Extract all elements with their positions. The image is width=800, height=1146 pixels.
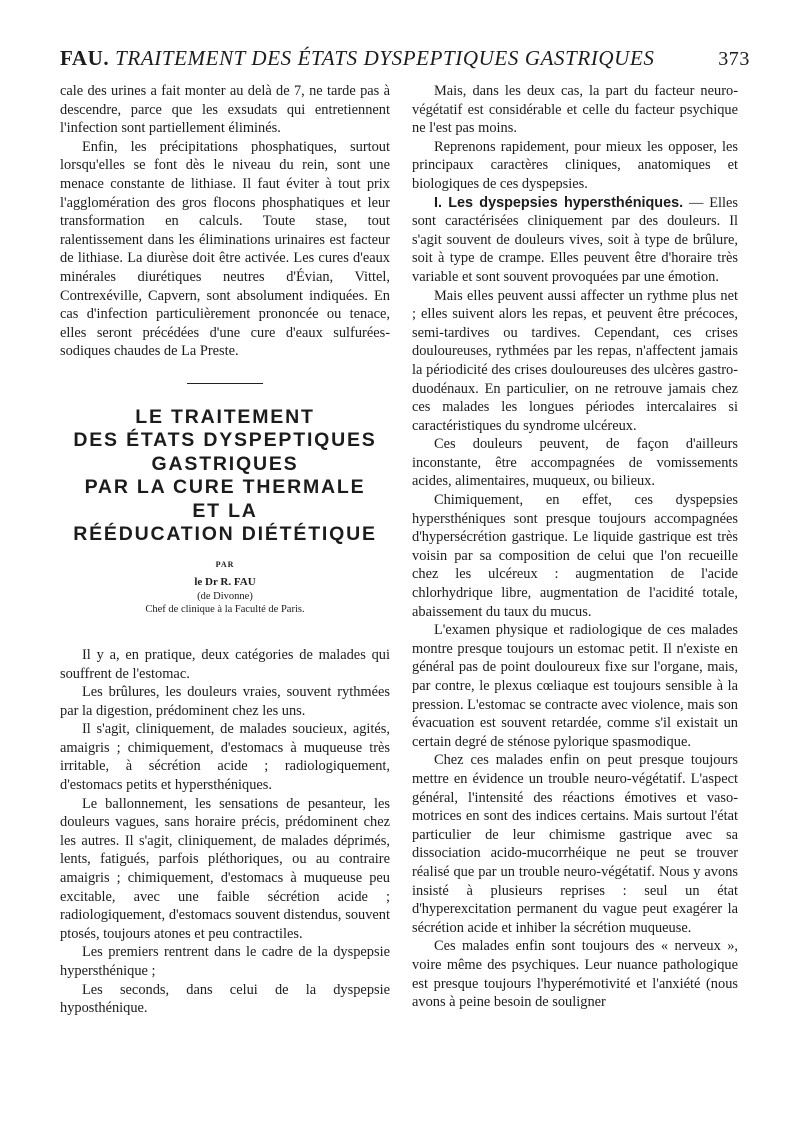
- running-header: [60, 46, 750, 76]
- byline-place: (de Divonne): [197, 590, 253, 602]
- header-title: TRAITEMENT DES ÉTATS DYSPEPTIQUES GASTRIQUES: [115, 46, 655, 70]
- paragraph-body: — Elles sont caractérisées cliniquement par des douleurs. Il s'agit souvent de douleurs vives, soit à type de brûlure, soit à type de crampe. Elles peuvent être d'horaire très variable et sont souvent provoquées par une émotion.: [412, 194, 738, 285]
- paragraph: Mais, dans les deux cas, la part du facteur neuro-végétatif est considérable et celle du facteur psychique ne l'est pas moins.: [412, 83, 738, 137]
- byline-author: le Dr R. FAU: [194, 575, 256, 588]
- article-title-line: ET LA: [192, 499, 258, 522]
- paragraph: Chez ces malades enfin on peut presque toujours mettre en évidence un trouble neuro-végétatif. L'aspect général, l'intensité des réactions émotives et vaso-motrices en sont des indices certains. Mais surtout l'état particulier de leur chimisme gastrique avec sa dissociation acido-mucorrhéique ne peut se trouver réalisé que par un trouble neuro-végétatif. Nous y avons insisté à plusieurs reprises : seul un état d'hyperexcitation permanent du vague peut exagérer la sécrétion acide et inhiber la sécrétion muqueuse.: [412, 752, 738, 936]
- left-column: [60, 82, 390, 1018]
- paragraph: Le ballonnement, les sensations de pesanteur, les douleurs vagues, sans horaire précis, prédominent chez les autres. Il s'agit, cliniquement, de malades déprimés, lents, fatigués, parfois pléthoriques, ou au contraire amaigris ; chimiquement, d'estomacs à muqueuse peu excitable, avec une faible sécrétion acide ; radiologiquement, d'estomacs souvent distendus, souvent ptosés, toujours atones et peu contractiles.: [60, 795, 390, 942]
- article-title-line: DES ÉTATS DYSPEPTIQUES: [73, 429, 377, 452]
- paragraph: Ces malades enfin sont toujours des « nerveux », voire même des psychiques. Leur nuance pathologique est presque toujours l'hyperémotivité et l'anxiété (nous avons à peine besoin de souligner: [412, 938, 738, 1011]
- paragraph: Les premiers rentrent dans le cadre de la dyspepsie hypersthénique ;: [60, 944, 390, 979]
- section-divider: [187, 383, 263, 384]
- paragraph: L'examen physique et radiologique de ces malades montre presque toujours un estomac petit. Il n'existe en général pas de point douloureux fixe sur l'organe, mais, par contre, le plexus cœliaque est toujours sensible à la pression. L'estomac se contracte avec violence, mais son évacuation est souvent retardée, comme s'il existait un certain degré de sténose pylorique spasmodique.: [412, 622, 738, 750]
- paragraph: Enfin, les précipitations phosphatiques, surtout lorsqu'elles se font dès le niveau du rein, sont une menace constante de lithiase. Il faut éviter à tout prix l'agglomération des gros flocons phosphatiques et leur transformation en calculs. Toute stase, tout ralentissement dans les éliminations urinaires est facteur de lithiase. La diurèse doit être activée. Les cures d'eaux minérales diurétiques neutres d'Évian, Vittel, Contrexéville, Capvern, sont absolument indiquées. En cas d'infection particulièrement prononcée ou tenace, elles seront précédées d'une cure d'eaux sulfurées-sodiques chaudes de La Preste.: [60, 138, 390, 360]
- byline: [60, 559, 390, 616]
- article-title-line: PAR LA CURE THERMALE: [84, 476, 366, 499]
- paragraph: [412, 194, 738, 287]
- article-title-line: GASTRIQUES: [151, 452, 299, 475]
- paragraph: Les seconds, dans celui de la dyspepsie hyposthénique.: [60, 981, 390, 1017]
- paragraph: Les brûlures, les douleurs vraies, souvent rythmées par la digestion, prédominent chez les uns.: [60, 684, 390, 719]
- page-number: 373: [718, 48, 750, 70]
- paragraph: Il s'agit, cliniquement, de malades soucieux, agités, amaigris ; chimiquement, d'estomacs à muqueuse très irritable, à sécrétion acide ; radiologiquement, d'estomacs petits et hypersthéniques.: [60, 721, 390, 794]
- byline-par: PAR: [215, 559, 235, 569]
- paragraph: Il y a, en pratique, deux catégories de malades qui souffrent de l'estomac.: [60, 646, 390, 682]
- article-title: [60, 406, 390, 547]
- article-title-line: RÉÉDUCATION DIÉTÉTIQUE: [73, 523, 377, 546]
- section-heading: I. Les dyspepsies hypersthéniques.: [434, 194, 684, 211]
- right-column: [412, 82, 738, 1012]
- header-author: FAU.: [60, 46, 110, 70]
- paragraph: cale des urines a fait monter au delà de 7, ne tarde pas à descendre, parce que les exsudats qui entretiennent l'infection sont partiellement éliminés.: [60, 83, 390, 137]
- paragraph: Chimiquement, en effet, ces dyspepsies hypersthéniques sont presque toujours accompagnées d'hypersécrétion gastrique. Le liquide gastrique est très voisin par sa composition de celui que l'on recueille chez les ulcéreux : augmentation de l'acide chlorhydrique libre, augmentation de l'acidité totale, abaissement du taux du mucus.: [412, 492, 738, 620]
- paragraph: Ces douleurs peuvent, de façon d'ailleurs inconstante, être accompagnées de vomissements acides, alimentaires, muqueux, ou bilieux.: [412, 436, 738, 490]
- byline-role: Chef de clinique à la Faculté de Paris.: [145, 603, 305, 615]
- paragraph: Reprenons rapidement, pour mieux les opposer, les principaux caractères cliniques, anatomiques et biologiques de ces dyspepsies.: [412, 138, 738, 192]
- article-title-line: LE TRAITEMENT: [135, 405, 315, 428]
- paragraph: Mais elles peuvent aussi affecter un rythme plus net ; elles suivent alors les repas, et peuvent être précoces, semi-tardives ou tardives. Cependant, ces crises douloureuses, rythmées par les repas, n'affectent jamais la périodicité des crises douloureuses des ulcères gastro-duodénaux. En particulier, on ne retrouve jamais chez ces malades les longues périodes intercalaires si caractéristiques du syndrome ulcéreux.: [412, 287, 738, 434]
